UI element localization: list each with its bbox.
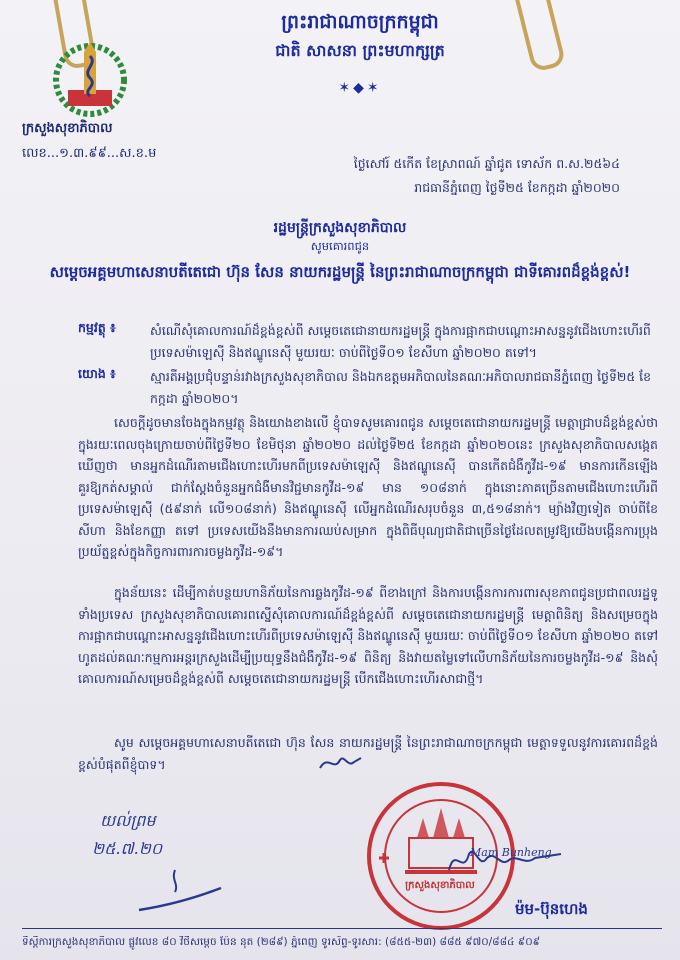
- reference-label: យោង ៖: [78, 366, 116, 381]
- reference-text: ស្មារតីអង្គប្រជុំបន្ទាន់រវាងក្រសួងសុខាភិបាល និងឯកឧត្តមអភិបាលនៃគណៈអភិបាលរាជធានីភ្នំពេញ ថ្ងៃទី២៥ ខែកក្កដា ឆ្នាំ២០២០។: [150, 369, 652, 406]
- ornament: ✶◆✶: [338, 80, 382, 96]
- footer-address: ទីស្ដីការក្រសួងសុខាភិបាល ផ្លូវលេខ ៨០ វិថីសម្ដេច ប៉ែន នុត (២៨៩) ភ្នំពេញ ទូរស័ព្ទ-ទូរសារ: (៨៥៥-២៣) ៨៨៥ ៩៧០/៨៨៤ ៩០៩: [22, 936, 541, 948]
- body-paragraph-2: ក្នុងន័យនេះ ដើម្បីកាត់បន្ថយហានិភ័យនៃការឆ្លងកូវីដ-១៩ ពីខាងក្រៅ និងការបង្កើនការការពារសុខភាពជូនប្រជាពលរដ្ឋទូទាំងប្រទេស ក្រសួងសុខាភិបាលគោរពស្នើសុំគោលការណ៍ដ៏ខ្ពង់ខ្ពស់ពី សម្ដេចតេជោនាយករដ្ឋមន្ត្រី មេត្តាពិនិត្យ និងសម្រេចក្នុងការផ្អាកជាបណ្ដោះអាសន្ននូវជើងហោះហើរពីប្រទេសម៉ាឡេស៊ី និងឥណ្ឌូនេស៊ី មួយរយៈ ចាប់ពីថ្ងៃទី០១ ខែសីហា ឆ្នាំ២០២០ តទៅ ហូតដល់គណៈកម្មការអន្តរក្រសួងដើម្បីប្រយុទ្ធនឹងជំងឺកូវីដ-១៩ ពិនិត្យ និងវាយតម្លៃទៅលើហានិភ័យនៃការចម្លងកូវីដ-១៩ និងសុំគោលការណ៍សម្រេចដ៏ខ្ពង់ខ្ពស់ពី សម្ដេចតេជោនាយករដ្ឋមន្ត្រី បើកជើងហោះហើរសាជាថ្មី។: [78, 585, 658, 686]
- addressee-line: សម្ដេចអគ្គមហាសេនាបតីតេជោ ហ៊ុន សែន នាយករដ្ឋមន្ត្រី នៃព្រះរាជាណាចក្រកម្ពុជា ជាទីគោរពដ៏ខ្ពង់ខ្ពស់!: [49, 263, 631, 281]
- handwritten-date: ២៥.៧.២០: [92, 839, 163, 858]
- sender-title: រដ្ឋមន្ត្រីក្រសួងសុខាភិបាល: [273, 220, 407, 236]
- signatory-name: ម៉ម-ប៊ុនហេង: [515, 900, 588, 918]
- lunar-date: ថ្ងៃសៅរ៍ ៥កើត ខែស្រាពណ៍ ឆ្នាំជូត ទោស័ក ព.ស.២៥៦៤: [353, 156, 620, 171]
- national-motto: ជាតិ សាសនា ព្រះមហាក្សត្រ: [275, 41, 445, 60]
- signature-script: Mam Bunheng: [470, 846, 552, 859]
- handwritten-approval: យល់ព្រម: [100, 811, 156, 830]
- respectfully-to: សូមគោរពជូន: [310, 239, 370, 253]
- handwritten-signature: [135, 866, 225, 914]
- seal-text: ក្រសួងសុខាភិបាល: [405, 880, 475, 891]
- subject-label: កម្មវត្ថុ ៖: [78, 320, 116, 335]
- ministry-name: ក្រសួងសុខាភិបាល: [22, 121, 113, 136]
- closing-paragraph: សូម សម្ដេចអគ្គមហាសេនាបតីតេជោ ហ៊ុន សែន នាយករដ្ឋមន្ត្រី នៃព្រះរាជាណាចក្រកម្ពុជា មេត្តាទទួលនូវការគោរពដ៏ខ្ពង់ខ្ពស់បំផុតពីខ្ញុំបាទ។: [78, 735, 658, 772]
- footer-divider: [22, 928, 662, 929]
- body-paragraph-1: សេចក្ដីដូចមានចែងក្នុងកម្មវត្ថុ និងយោងខាងលើ ខ្ញុំបាទសូមគោរពជូន សម្ដេចតេជោនាយករដ្ឋមន្ត្រី មេត្តាជ្រាបដ៏ខ្ពង់ខ្ពស់ថា ក្នុងរយៈពេលចុងក្រោយចាប់ពីថ្ងៃទី២០ ខែមិថុនា ឆ្នាំ២០២០ ដល់ថ្ងៃទី២៥ ខែកក្កដា ឆ្នាំ២០២០នេះ ក្រសួងសុខាភិបាលសង្កេតឃើញថា មានអ្នកដំណើរតាមជើងហោះហើរមកពីប្រទេសម៉ាឡេស៊ី និងឥណ្ឌូនេស៊ី បានកើតជំងឺកូវីដ-១៩ មានការកើនឡើងគួរឱ្យកត់សម្គាល់ ជាក់ស្ដែងចំនួនអ្នកជំងឺមានវិជ្ជមានកូវីដ-១៩ មាន ១០៨នាក់ ក្នុងនោះភាគច្រើនតាមជើងហោះហើរពីប្រទេសម៉ាឡេស៊ី (៥៩នាក់ លើ១០៨នាក់) និងឥណ្ឌូនេស៊ី លើអ្នកដំណើរសរុបចំនួន ៣,៥១៨នាក់។ ម្យ៉ាងវិញទៀត ចាប់ពីខែសីហា និងខែកញ្ញា តទៅ ប្រទេសយើងនឹងមានការឈប់សម្រាក ក្នុងពិធីបុណ្យជាតិជាច្រើនថ្ងៃដែលតម្រូវឱ្យយើងបង្កើនការប្រុងប្រយ័ត្នខ្ពស់ក្នុងកិច្ចការពារការចម្លងកូវីដ-១៩។: [78, 415, 658, 559]
- solar-date: រាជធានីភ្នំពេញ ថ្ងៃទី២៥ ខែកក្កដា ឆ្នាំ២០២០: [414, 180, 620, 195]
- reference-number: លេខ...១.៣.៩៩...ស.ខ.ម: [22, 146, 157, 161]
- subject-text: សំណើសុំគោលការណ៍ដ៏ខ្ពង់ខ្ពស់ពី សម្ដេចតេជោនាយករដ្ឋមន្ត្រី ក្នុងការផ្អាកជាបណ្ដោះអាសន្ននូវជើងហោះហើរពីប្រទេសម៉ាឡេស៊ី និងឥណ្ឌូនេស៊ី មួយរយៈ ចាប់ពីថ្ងៃទី០១ ខែសីហា ឆ្នាំ២០២០ តទៅ។: [150, 323, 651, 360]
- kingdom-title: ព្រះរាជាណាចក្រកម្ពុជា: [281, 11, 439, 33]
- initial-mark: [318, 752, 363, 774]
